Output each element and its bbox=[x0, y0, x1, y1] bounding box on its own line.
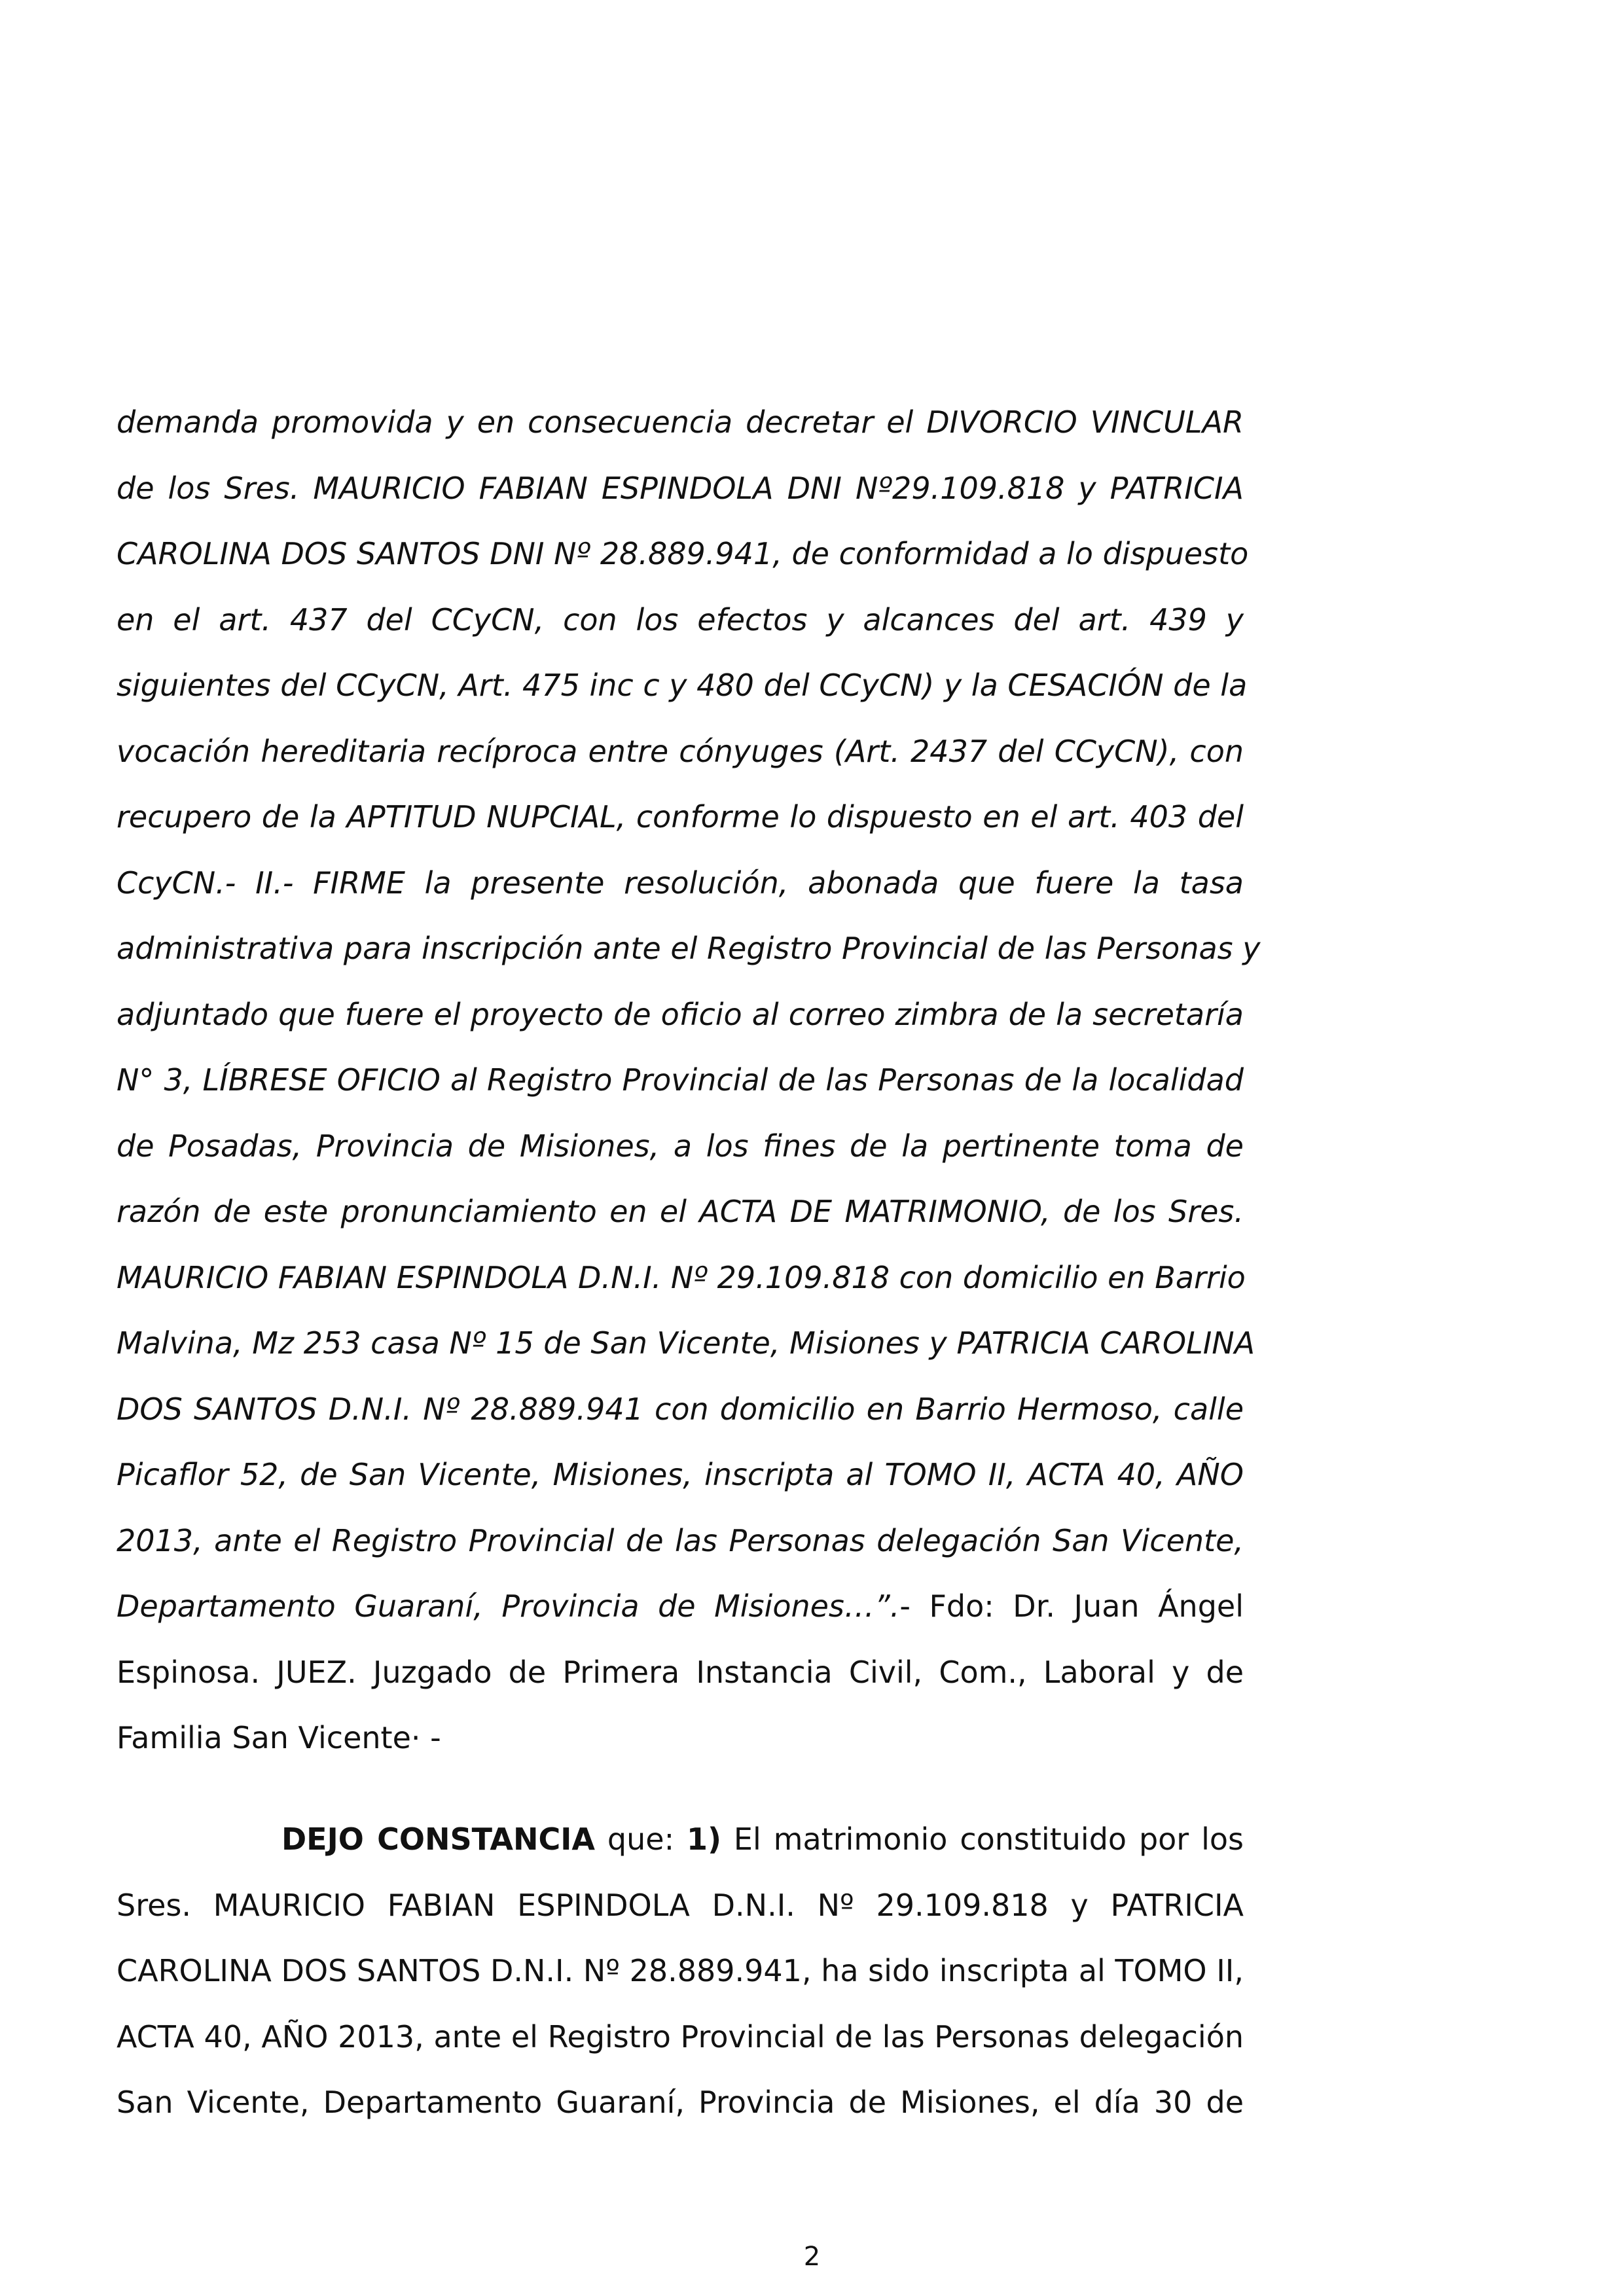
text-line: Picaflor 52, de San Vicente, Misiones, inscripta al TOMO II, ACTA 40, AÑO bbox=[117, 1457, 1244, 1492]
text-line: administrativa para inscripción ante el Registro Provincial de las Personas y bbox=[117, 931, 1261, 966]
quote-end-text: Departamento Guaraní, Provincia de Misiones…”. bbox=[117, 1588, 900, 1624]
text-line: Sres. MAURICIO FABIAN ESPINDOLA D.N.I. Nº 29.109.818 y PATRICIA bbox=[117, 1887, 1244, 1923]
text-line-judge: Espinosa. JUEZ. Juzgado de Primera Instancia Civil, Com., Laboral y de bbox=[117, 1654, 1244, 1690]
item-number: 1) bbox=[686, 1821, 722, 1857]
constancia-connector: que: bbox=[595, 1821, 687, 1857]
text-line: MAURICIO FABIAN ESPINDOLA D.N.I. Nº 29.109.818 con domicilio en Barrio bbox=[117, 1259, 1246, 1295]
text-line: adjuntado que fuere el proyecto de oficio al correo zimbra de la secretaría bbox=[117, 996, 1244, 1032]
page-number: 2 bbox=[803, 2242, 821, 2272]
text-line: 2013, ante el Registro Provincial de las Personas delegación San Vicente, bbox=[117, 1522, 1244, 1558]
text-line: vocación hereditaria recíproca entre cónyuges (Art. 2437 del CCyCN), con bbox=[117, 733, 1244, 769]
text-line: CcyCN.- II.- FIRME la presente resolución, abonada que fuere la tasa bbox=[117, 865, 1244, 901]
text-line: DOS SANTOS D.N.I. Nº 28.889.941 con domicilio en Barrio Hermoso, calle bbox=[117, 1391, 1244, 1427]
text-line: CAROLINA DOS SANTOS D.N.I. Nº 28.889.941, ha sido inscripta al TOMO II, bbox=[117, 1953, 1244, 1988]
text-line: en el art. 437 del CCyCN, con los efectos y alcances del art. 439 y bbox=[117, 601, 1244, 637]
text-line: razón de este pronunciamiento en el ACTA DE MATRIMONIO, de los Sres. bbox=[117, 1194, 1244, 1229]
constancia-heading: DEJO CONSTANCIA bbox=[281, 1821, 595, 1857]
text-line: demanda promovida y en consecuencia decretar el DIVORCIO VINCULAR bbox=[117, 404, 1244, 440]
text-line: San Vicente, Departamento Guaraní, Provincia de Misiones, el día 30 de bbox=[117, 2085, 1244, 2120]
text-line: CAROLINA DOS SANTOS DNI Nº 28.889.941, de conformidad a lo dispuesto bbox=[117, 536, 1249, 571]
text-line-signature bbox=[117, 1573, 1244, 1640]
constancia-line1-rest: El matrimonio constituido por los bbox=[721, 1821, 1244, 1857]
constancia-block bbox=[117, 1806, 1244, 2136]
resolution-text-block bbox=[117, 389, 1261, 1771]
text-line: de Posadas, Provincia de Misiones, a los fines de la pertinente toma de bbox=[117, 1128, 1244, 1164]
text-line: de los Sres. MAURICIO FABIAN ESPINDOLA DNI Nº29.109.818 y PATRICIA bbox=[117, 470, 1244, 506]
text-line: Malvina, Mz 253 casa Nº 15 de San Vicente, Misiones y PATRICIA CAROLINA bbox=[117, 1325, 1255, 1361]
text-line: N° 3, LÍBRESE OFICIO al Registro Provincial de las Personas de la localidad bbox=[117, 1062, 1244, 1098]
text-line: recupero de la APTITUD NUPCIAL, conforme lo dispuesto en el art. 403 del bbox=[117, 799, 1244, 834]
text-line: ACTA 40, AÑO 2013, ante el Registro Provincial de las Personas delegación bbox=[117, 2018, 1244, 2054]
text-line: siguientes del CCyCN, Art. 475 inc c y 480 del CCyCN) y la CESACIÓN de la bbox=[117, 668, 1248, 703]
constancia-first-line bbox=[117, 1806, 1244, 1873]
text-line-court: Familia San Vicente· - bbox=[117, 1720, 441, 1755]
signature-text: - Fdo: Dr. Juan Ángel bbox=[899, 1588, 1244, 1624]
